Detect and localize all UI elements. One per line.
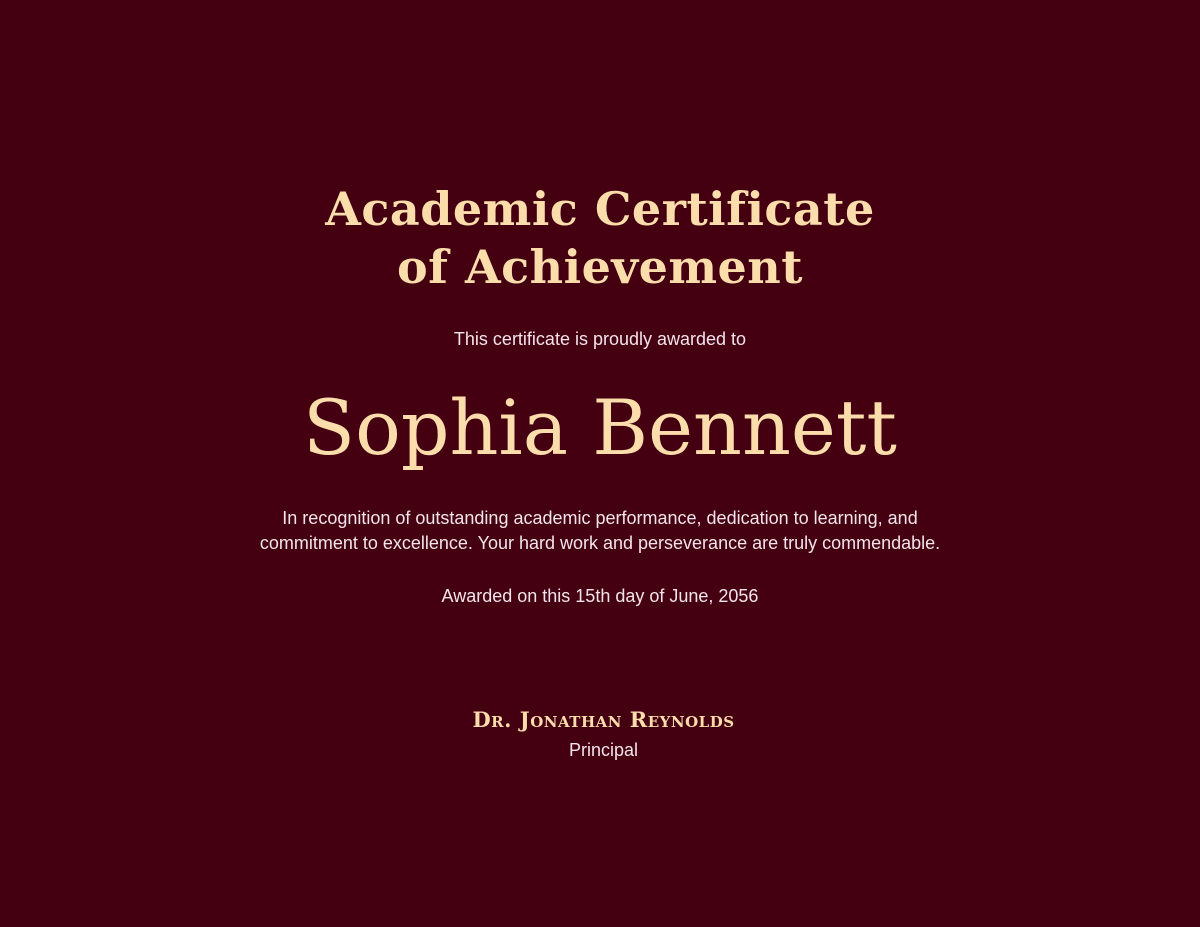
recipient-name: Sophia Bennett xyxy=(303,383,897,472)
certificate-title xyxy=(0,180,1200,296)
signer-role: Principal xyxy=(568,740,639,760)
certificate-title-line-2: of Achievement xyxy=(397,240,803,294)
signer-name: Dr. Jonathan Reynolds xyxy=(472,707,735,732)
recognition-description: In recognition of outstanding academic performance, dedication to learning, and commitment to excellence. Your hard work and perseverance are truly commendable. xyxy=(259,508,941,553)
award-date: Awarded on this 15th day of June, 2056 xyxy=(441,586,759,606)
award-intro-text: This certificate is proudly awarded to xyxy=(453,329,747,349)
certificate-title-line-1: Academic Certificate xyxy=(325,182,875,236)
